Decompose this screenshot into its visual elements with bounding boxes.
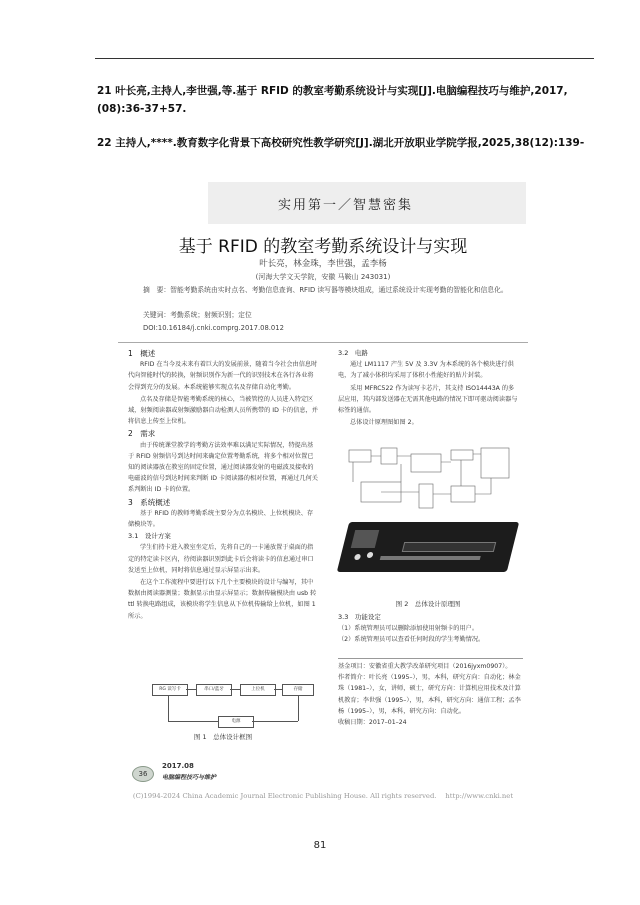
- copyright-line: (C)1994-2024 China Academic Journal Electronic Publishing House. All rights reserved. http://www.cnki.net: [132, 792, 514, 800]
- scanned-article-image: [108, 172, 538, 812]
- top-rule: [95, 58, 594, 59]
- article-title: 基于 RFID 的教室考勤系统设计与实现: [178, 237, 468, 257]
- diagram-connector: [230, 689, 240, 690]
- paragraph: 采用 MFRC522 作为读写卡芯片，其支持 ISO14443A 的多层应用，其内部发送器在无需其他电路的情况下即可驱动阅读器与标签的通信。: [338, 384, 518, 415]
- journal-page-number: 36: [132, 766, 154, 782]
- diagram-connector: [298, 695, 299, 721]
- diagram-box-host: 上位机: [240, 684, 276, 696]
- function-item: （2）系统管理员可以查看任何时段的学生考勤情况。: [338, 636, 485, 643]
- figure-2-caption: 图 2 总体设计原理图: [395, 600, 461, 608]
- paragraph: 在这个工作流程中要进行以下几个主要模块的设计与编写，其中数据由阅读器测量；数据显示由显示屏显示；数据传输模块由 usb 转 ttl 转换电路组成，该模块将学生信息从下位机传输给上位机，如图 1 所示。: [128, 579, 317, 620]
- right-column: [338, 348, 518, 429]
- diagram-connector: [252, 721, 298, 722]
- figure-1-block-diagram: [148, 680, 320, 730]
- functions-section: [338, 612, 523, 645]
- separator: [118, 342, 528, 343]
- pcb-board-photo: [337, 522, 519, 572]
- page-number: 81: [313, 840, 327, 851]
- diagram-connector: [186, 689, 196, 690]
- paragraph: 由于传统课堂教学的考勤方法效率难以满足实际情况，特提出基于 RFID 射频信号到达时间来确定位置考勤系统，将多个相对位置已知的阅读器放在教室的固定位置，通过阅读器发射的电磁波及接收的电磁波的信号到达时间来判断 ID 卡阅读器的相对位置，再通过几何关系判断出 ID 卡的位置。: [128, 441, 318, 494]
- article-footnotes: [338, 661, 523, 728]
- keywords: 关键词：考勤系统；射频识别；定位: [143, 311, 252, 319]
- paragraph: 总体设计原理图如图 2。: [350, 419, 418, 427]
- diagram-connector: [274, 689, 282, 690]
- doi: DOI:10.16184/j.cnki.comprg.2017.08.012: [143, 324, 284, 332]
- diagram-connector: [168, 695, 169, 721]
- diagram-box-storage: 存储: [282, 684, 314, 696]
- article-authors: 叶长亮，林金珠，李世强，孟李杨: [259, 259, 387, 269]
- subsection-heading: 3.1 设计方案: [128, 532, 171, 541]
- reference-21: 21 叶长亮,主持人,李世强,等.基于 RFID 的教室考勤系统设计与实现[J].电脑编程技巧与维护,2017,(08):36-37+57.: [97, 85, 568, 115]
- paragraph: RFID 在当今及未来有着巨大的发展前景，随着当今社会由信息时代向智能时代的转换，射频识别作为新一代的识别技术在各行各业将会得到充分的发展。本系统能够实现点名及存储自动化考勤。: [128, 361, 318, 391]
- diagram-connector: [168, 721, 218, 722]
- funding-note: 基金项目：安徽省重大教学改革研究项目（2016jyxm0907）。: [338, 663, 512, 670]
- diagram-box-serial: 串口/蓝牙: [196, 684, 232, 696]
- journal-name: 电脑编程技巧与维护: [162, 774, 217, 781]
- abstract: 摘 要：智能考勤系统由实时点名、考勤信息查询、RFID 读写器等模块组成，通过系统设计实现考勤的智能化和信息化。: [143, 286, 508, 294]
- figure-1-caption: 图 1 总体设计框图: [193, 733, 253, 741]
- paragraph: 通过 LM1117 产生 5V 及 3.3V 为本系统的各个模块进行供电，为了减小体积均采用了体积小性能好的贴片封装。: [338, 361, 514, 380]
- function-item: （1）系统管理员可以删除添加使用射频卡的用户。: [338, 625, 479, 632]
- issue-date: 2017.08: [162, 762, 194, 770]
- diagram-box-reader: RG 读写卡: [152, 684, 188, 696]
- section-heading: 1 概述: [128, 349, 156, 358]
- article-affiliation: (河海大学文天学院，安徽 马鞍山 243031): [255, 273, 391, 281]
- footnote-separator: [338, 658, 523, 659]
- journal-footer: [120, 760, 240, 786]
- subsection-heading: 3.3 功能设定: [338, 613, 381, 621]
- subsection-heading: 3.2 电路: [338, 349, 368, 357]
- paragraph: 基于 RFID 的教师考勤系统主要分为点名模块、上位机模块、存储模块等。: [128, 509, 314, 529]
- received-date: 收稿日期：2017–01–24: [338, 719, 407, 727]
- reference-22: 22 主持人,****.教育数字化背景下高校研究性教学研究[J].湖北开放职业学院学报,2025,38(12):139-: [97, 137, 585, 149]
- journal-header-text: 实用第一／智慧密集: [278, 198, 414, 213]
- left-column: [128, 348, 318, 623]
- section-heading: 2 需求: [128, 429, 156, 439]
- section-heading: 3 系统概述: [128, 497, 171, 507]
- paragraph: 点名及存储是智能考勤系统的核心，当被管控的人员进入特定区域，射频阅读器或射频激励器自动检测人员所携带的 ID 卡的信息，并将信息上传至上位机。: [128, 395, 318, 426]
- paragraph: 学生们持卡进入教室坐定后，先将自己的一卡通放置于桌面的指定的特定读卡区内，待阅读器识别到此卡后会将读卡的信息通过串口发送至上位机，同时将信息通过显示屏显示出来。: [128, 544, 314, 574]
- author-bio: 作者简介：叶长亮（1995–），男，本科，研究方向：自动化；林金珠（1981–），女，讲师，硕士，研究方向：计算机应用技术及计算机教育；李世强（1995–），男，本科，研究方向：通信工程；孟李杨（1995–），男，本科，研究方向：自动化。: [338, 674, 521, 715]
- circuit-schematic: [341, 444, 516, 514]
- diagram-box-power: 电源: [218, 716, 254, 728]
- figure-2-schematic-and-board: [338, 444, 518, 594]
